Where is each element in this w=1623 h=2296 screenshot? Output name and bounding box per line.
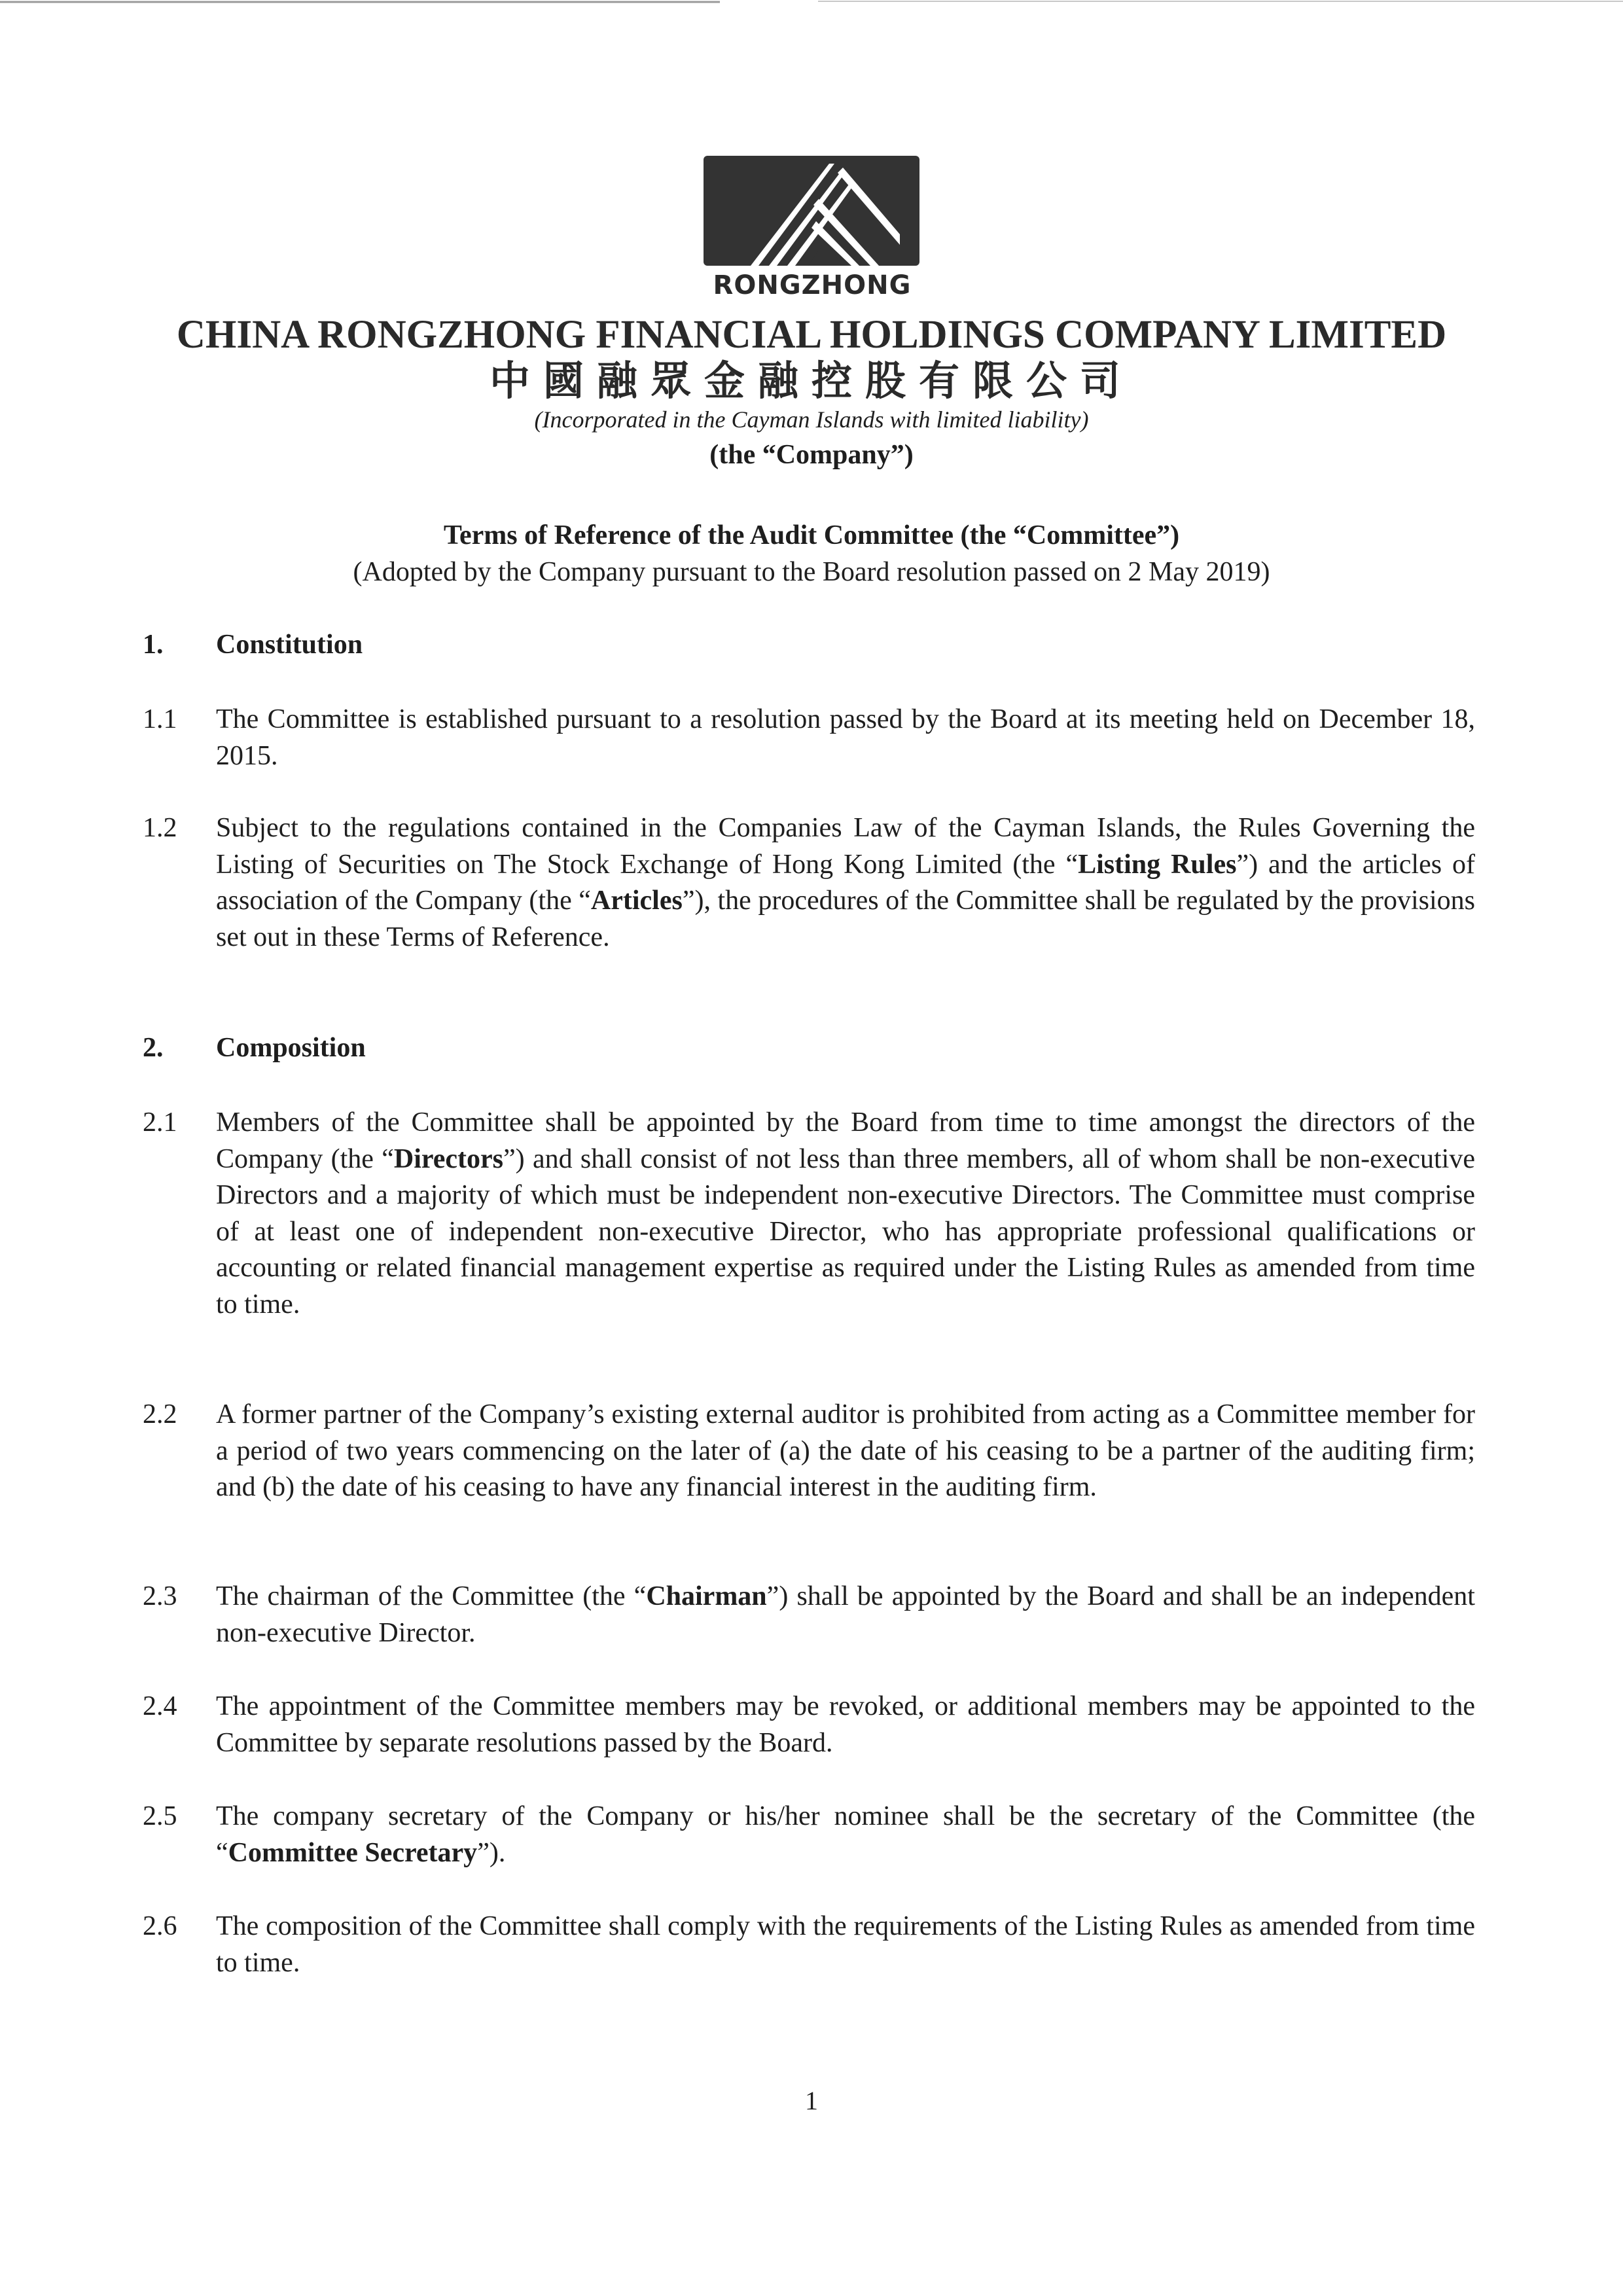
clause [143,1579,1475,1651]
clause-number: 2.5 [143,1801,177,1831]
clause-number: 1.1 [143,704,177,734]
section-title: Composition [216,1033,366,1063]
section-title: Constitution [216,630,363,660]
clause-text: A former partner of the Company’s existing external auditor is prohibited from acting as a Committee member for a period of two years commencing on the later of (a) the date of his ceasing to be a partner of the auditing firm; and (b) the date of his ceasing to have any financial interest in the auditing firm. [216,1399,1475,1502]
clause-text: The Committee is established pursuant to a resolution passed by the Board at its meeting held on December 18, 2015. [216,704,1475,771]
clause [143,810,1475,956]
logo-mark [704,156,919,266]
company-logo [701,156,923,306]
clause-number: 1.2 [143,813,177,843]
clause-text: Subject to the regulations contained in the Companies Law of the Cayman Islands, the Rules Governing the Listing of Securities on The Stock Exchange of Hong Kong Limited (the “Listing Rules”) and the articles of association of the Company (the “Articles”), the procedures of the Committee shall be regulated by the provisions set out in these Terms of Reference. [216,813,1475,952]
section-heading [143,1033,366,1063]
clause [143,1799,1475,1871]
defined-term: Directors [393,1143,504,1174]
adoption-note: (Adopted by the Company pursuant to the Board resolution passed on 2 May 2019) [353,557,1270,587]
clause-number: 2.1 [143,1107,177,1138]
company-name-english: CHINA RONGZHONG FINANCIAL HOLDINGS COMPANY LIMITED [176,313,1447,357]
section-number: 2. [143,1033,164,1063]
company-name-chinese: 中國融眾金融控股有限公司 [489,357,1133,404]
clause-text: The composition of the Committee shall comply with the requirements of the Listing Rules as amended from time to time. [216,1911,1475,1978]
incorporation-note: (Incorporated in the Cayman Islands with limited liability) [534,406,1089,433]
page-number: 1 [805,2086,818,2115]
clause [143,1909,1475,1981]
clause-number: 2.6 [143,1911,177,1941]
defined-term: Listing Rules [1078,849,1237,880]
clause-text: Members of the Committee shall be appointed by the Board from time to time amongst the directors of the Company (the “Directors”) and shall consist of not less than three members, all of whom shall be non-executive Directors and a majority of which must be independent non-executive Directors. The Committee must comprise of at least one of independent non-executive Director, who has appropriate professional qualifications or accounting or related financial management expertise as required under the Listing Rules as amended from time to time. [216,1107,1475,1319]
section-number: 1. [143,630,164,660]
clause-text: The chairman of the Committee (the “Chairman”) shall be appointed by the Board and shall be an independent non-executive Director. [216,1581,1475,1648]
section-heading [143,630,363,660]
defined-term: Committee Secretary [228,1837,478,1868]
defined-term: Articles [590,886,683,916]
logo-wordmark: RONGZHONG [713,270,912,300]
defined-term: Chairman [646,1581,767,1611]
clause-number: 2.3 [143,1581,177,1611]
document-title: Terms of Reference of the Audit Committee (the “Committee”) [443,520,1180,550]
clause [143,1689,1475,1761]
clause [143,1105,1475,1323]
company-definition: (the “Company”) [709,440,914,470]
clause [143,702,1475,774]
clause [143,1397,1475,1506]
clause-text: The appointment of the Committee members may be revoked, or additional members may be appointed to the Committee by separate resolutions passed by the Board. [216,1691,1475,1758]
clause-number: 2.2 [143,1399,177,1429]
clause-text: The company secretary of the Company or his/her nominee shall be the secretary of the Committee (the “Committee Secretary”). [216,1801,1475,1868]
clause-number: 2.4 [143,1691,177,1721]
